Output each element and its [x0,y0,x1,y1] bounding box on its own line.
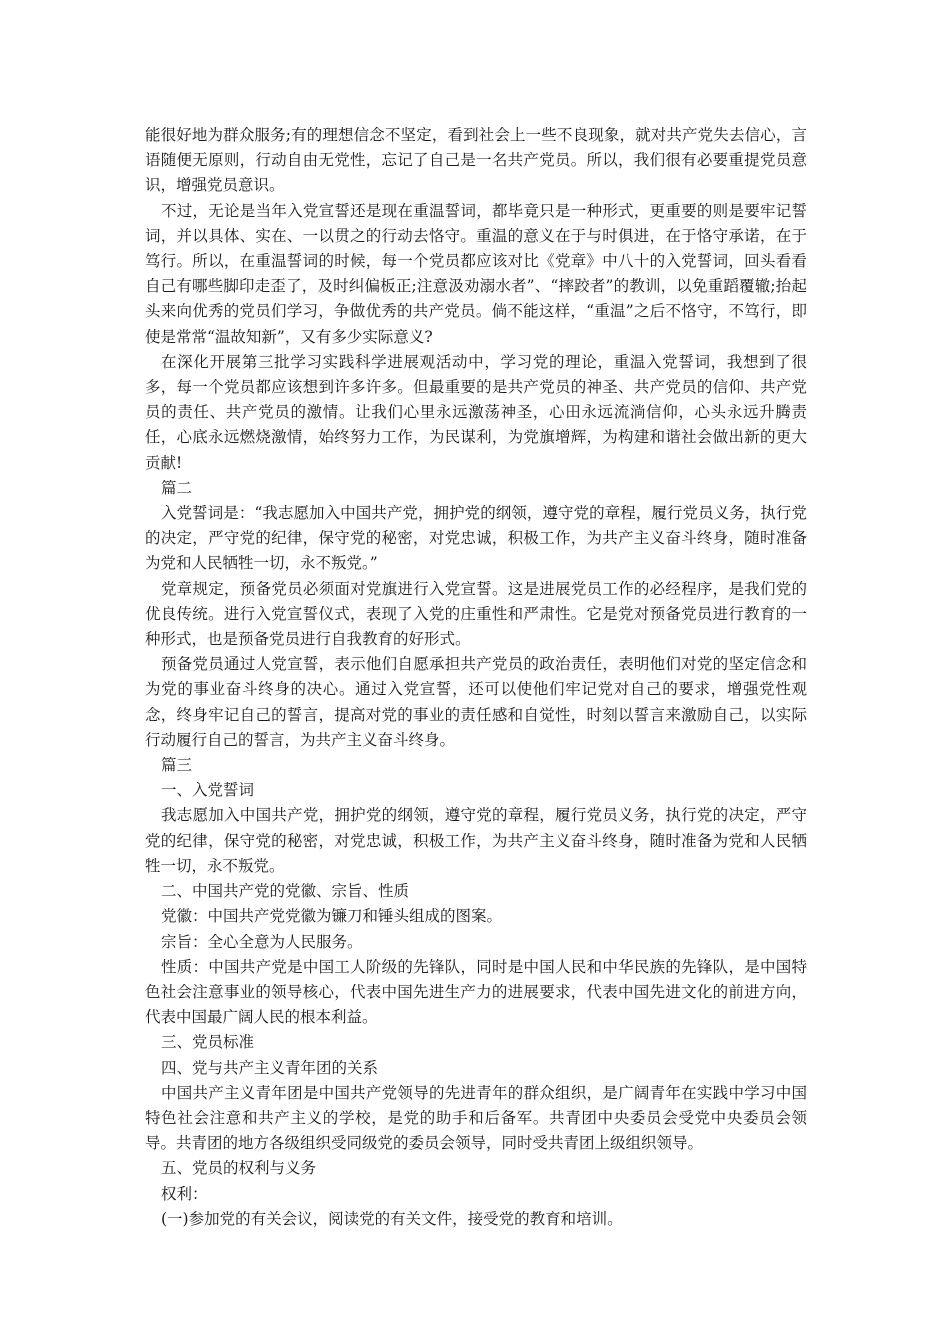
paragraph: 预备党员通过人党宣誓，表示他们自愿承担共产党员的政治责任，表明他们对党的坚定信念和为党的事业奋斗终身的决心。通过入党宣誓，还可以使他们牢记党对自己的要求，增强党性观念，终身牢记自己的誓言，提高对党的事业的责任感和自觉性，时刻以誓言来激励自己，以实际行动履行自己的誓言，为共产主义奋斗终身。 [145,655,807,749]
paragraph: (一)参加党的有关会议，阅读党的有关文件，接受党的教育和培训。 [161,1209,623,1228]
section-heading: 篇三 [161,756,193,775]
paragraph: 我志愿加入中国共产党，拥护党的纲领，遵守党的章程，履行党员义务，执行党的决定，严守党的纪律，保守党的秘密，对党忠诚，积极工作，为共产主义奋斗终身，随时准备为党和人民牺牲一切，永不叛党。 [145,806,807,875]
subheading: 一、入党誓词 [161,781,255,800]
paragraph: 入党誓词是：“我志愿加入中国共产党，拥护党的纲领，遵守党的章程，履行党员义务，执行党的决定，严守党的纪律，保守党的秘密，对党忠诚，积极工作，为共产主义奋斗终身，随时准备为党和人民牺牲一切，永不叛党。” [145,504,807,573]
paragraph: 宗旨：全心全意为人民服务。 [161,932,363,951]
paragraph: 中国共产主义青年团是中国共产党领导的先进青年的群众组织，是广阔青年在实践中学习中国特色社会注意和共产主义的学校，是党的助手和后备军。共青团中央委员会受党中央委员会领导。共青团的地方各级组织受同级党的委员会领导，同时受共青团上级组织领导。 [145,1083,807,1153]
paragraph: 在深化开展第三批学习实践科学进展观活动中，学习党的理论，重温入党誓词，我想到了很多，每一个党员都应该想到许多许多。但最重要的是共产党员的神圣、共产党员的信仰、共产党员的责任、共产党员的激情。让我们心里永远激荡神圣，心田永远流淌信仰，心头永远升腾责任，心底永远燃烧激情，始终努力工作，为民谋利，为党旗增辉，为构建和谐社会做出新的更大贡献! [145,352,807,472]
paragraph: 党徽：中国共产党党徽为镰刀和锤头组成的图案。 [161,907,503,926]
paragraph: 不过，无论是当年入党宣誓还是现在重温誓词，都毕竟只是一种形式，更重要的则是要牢记誓词，并以具体、实在、一以贯之的行动去恪守。重温的意义在于与时俱进，在于恪守承诺，在于笃行。所以，在重温誓词的时候，每一个党员都应该对比《党章》中八十的入党誓词，回头看看自己有哪些脚印走歪了，及时纠偏板正;注意汲劝溺水者”、“摔跤者”的教训，以免重蹈覆辙;抬起头来向优秀的党员们学习，争做优秀的共产党员。倘不能这样，“重温”之后不恪守，不笃行，即使是常常“温故知新”，又有多少实际意义? [145,201,807,346]
paragraph: 性质：中国共产党是中国工人阶级的先锋队，同时是中国人民和中华民族的先锋队，是中国特色社会注意事业的领导核心，代表中国先进生产力的进展要求，代表中国先进文化的前进方向，代表中国最广阔人民的根本利益。 [145,957,807,1027]
section-heading: 篇二 [161,478,193,497]
paragraph: 能很好地为群众服务;有的理想信念不坚定，看到社会上一些不良现象，就对共产党失去信心，言语随便无原则，行动自由无党性，忘记了自己是一名共产党员。所以，我们很有必要重提党员意识，增强党员意识。 [145,126,807,195]
subheading: 二、中国共产党的党徽、宗旨、性质 [161,882,410,901]
document-page [145,123,807,1232]
paragraph: 党章规定，预备党员必须面对党旗进行入党宣誓。这是进展党员工作的必经程序，是我们党的优良传统。进行入党宣誓仪式，表现了入党的庄重性和严肃性。它是党对预备党员进行教育的一种形式，也是预备党员进行自我教育的好形式。 [145,579,807,649]
subheading: 三、党员标准 [161,1033,255,1052]
paragraph: 权利： [161,1184,208,1203]
subheading: 五、党员的权利与义务 [161,1159,317,1178]
subheading: 四、党与共产主义青年团的关系 [161,1058,379,1077]
